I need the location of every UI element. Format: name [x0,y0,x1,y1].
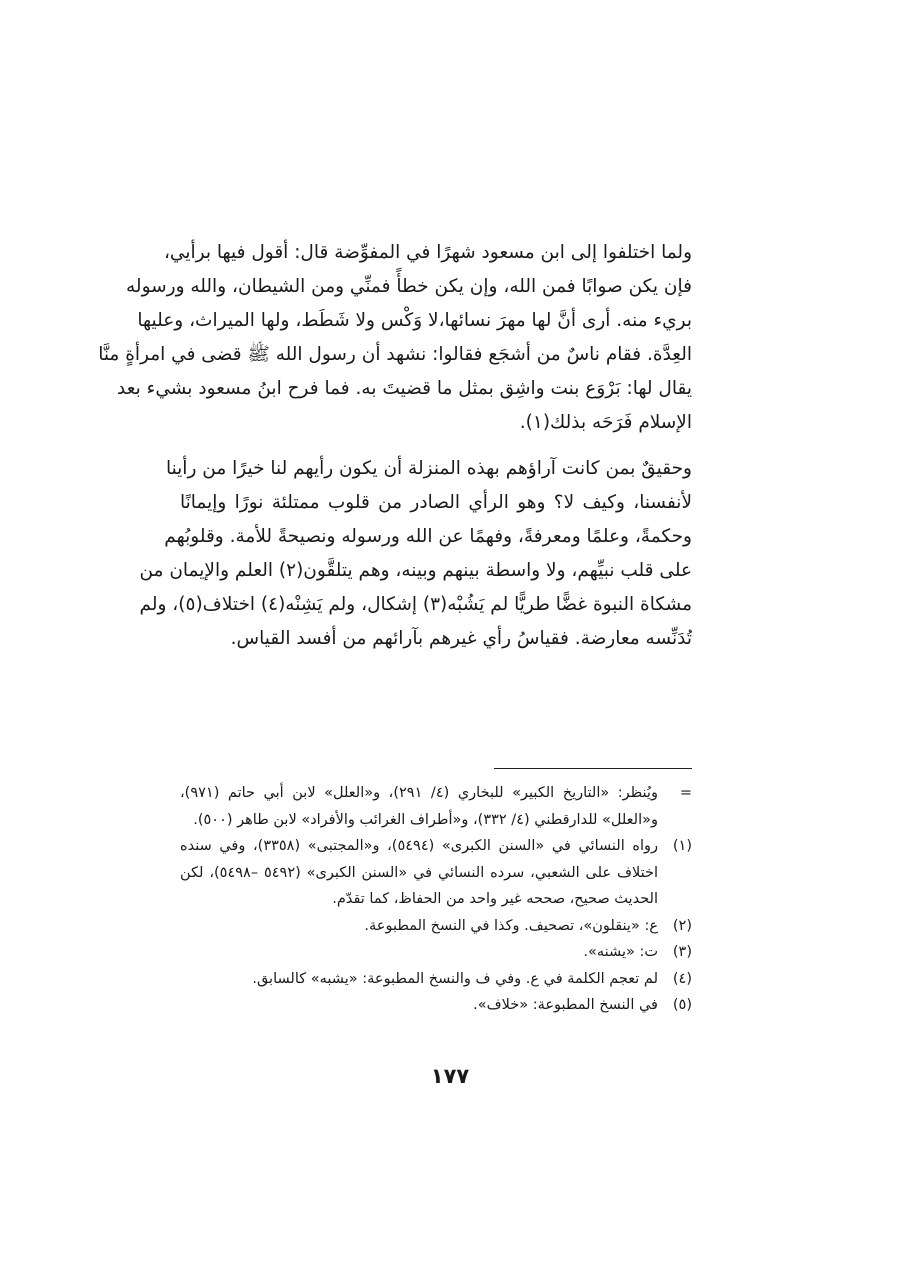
footnote-line: الحديث صحيح، صححه غير واحد من الحفاظ، كما تقدّم. [332,891,658,907]
main-text [98,236,692,656]
footnote-text [180,913,658,940]
footnote-marker: (٢) [672,917,692,934]
footnote-line: رواه النسائي في «السنن الكبرى» (٥٤٩٤)، و«المجتبى» (٣٣٥٨)، وفي سنده [180,838,658,854]
footnote-5 [180,992,692,1019]
footnote-text [180,780,658,833]
footnote-line: ع: «ينقلون»، تصحيف. وكذا في النسخ المطبوعة. [364,917,658,934]
footnote-line: لم تعجم الكلمة في ع. وفي ف والنسخ المطبوعة: «يشبه» كالسابق. [252,970,658,987]
footnote-continuation [180,780,692,833]
text-line: العِدَّة. فقام ناسٌ من أشجَع فقالوا: نشهد أن رسول الله ﷺ قضى في امرأةٍ منَّا [98,344,692,365]
footnote-line: ويُنظر: «التاريخ الكبير» للبخاري (٤/ ٢٩١)، و«العلل» لابن أبي حاتم (٩٧١)، [180,785,658,801]
footnote-1 [180,833,692,913]
text-line: ولما اختلفوا إلى ابن مسعود شهرًا في المفوِّضة قال: أقول فيها برأيي، [163,242,692,263]
footnote-line: اختلاف على الشعبي، سرده النسائي في «السنن الكبرى» (٥٤٩٢ –٥٤٩٨)، لكن [180,864,659,881]
footnote-2 [180,913,692,940]
text-line: تُدَنِّسه معارضة. فقياسُ رأي غيرهم بآرائهم من أفسد القياس. [230,628,692,649]
footnote-marker: (٥) [672,997,692,1013]
text-line: الإسلام فَرَحَه بذلك(١). [519,412,692,433]
footnote-text [180,992,658,1019]
footnote-separator [494,768,692,769]
paragraph-1 [98,236,692,440]
footnote-text [180,833,658,913]
footnote-line: و«العلل» للدارقطني (٤/ ٣٣٢)، و«أطراف الغرائب والأفراد» لابن طاهر (٥٠٠). [193,811,658,828]
footnote-marker: (١) [672,838,692,854]
footnote-text [180,966,658,993]
text-line: يقال لها: بَرْوَع بنت واشِق بمثل ما قضيتَ به. فما فرح ابنُ مسعود بشيء بعد [117,378,692,399]
footnotes [180,780,692,1019]
footnote-line: في النسخ المطبوعة: «خلاف». [473,997,658,1013]
footnote-marker: (٣) [672,944,692,960]
text-line: وحقيقٌ بمن كانت آراؤهم بهذه المنزلة أن يكون رأيهم لنا خيرًا من رأينا [165,458,692,479]
text-line: وحكمةً، وعلمًا ومعرفةً، وفهمًا عن الله ورسوله ونصيحةً للأمة. وقلوبُهم [164,526,692,547]
footnote-line: ت: «يشنه». [583,944,658,960]
text-line: بريء منه. أرى أنَّ لها مهرَ نسائها،لا وَكْس ولا شَطَط، ولها الميراث، وعليها [137,310,692,331]
text-line: على قلب نبيِّهم، ولا واسطة بينهم وبينه، وهم يتلقَّون(٢) العلم والإيمان من [139,560,692,581]
text-line: لأنفسنا، وكيف لا؟ وهو الرأي الصادر من قلوب ممتلئة نورًا وإيمانًا [180,492,692,513]
text-line: فإن يكن صوابًا فمن الله، وإن يكن خطأً فمنِّي ومن الشيطان، والله ورسوله [126,276,692,297]
paragraph-2 [139,452,692,656]
text-line: مشكاة النبوة غضًّا طريًّا لم يَشُبْه(٣) إشكال، ولم يَشِنْه(٤) اختلاف(٥)، ولم [139,594,692,615]
footnote-text [180,939,658,966]
footnote-marker: (٤) [672,970,692,987]
footnote-3 [180,939,692,966]
footnote-marker: = [679,785,692,801]
page-number: ١٧٧ [430,1064,470,1088]
footnote-4 [180,966,692,993]
